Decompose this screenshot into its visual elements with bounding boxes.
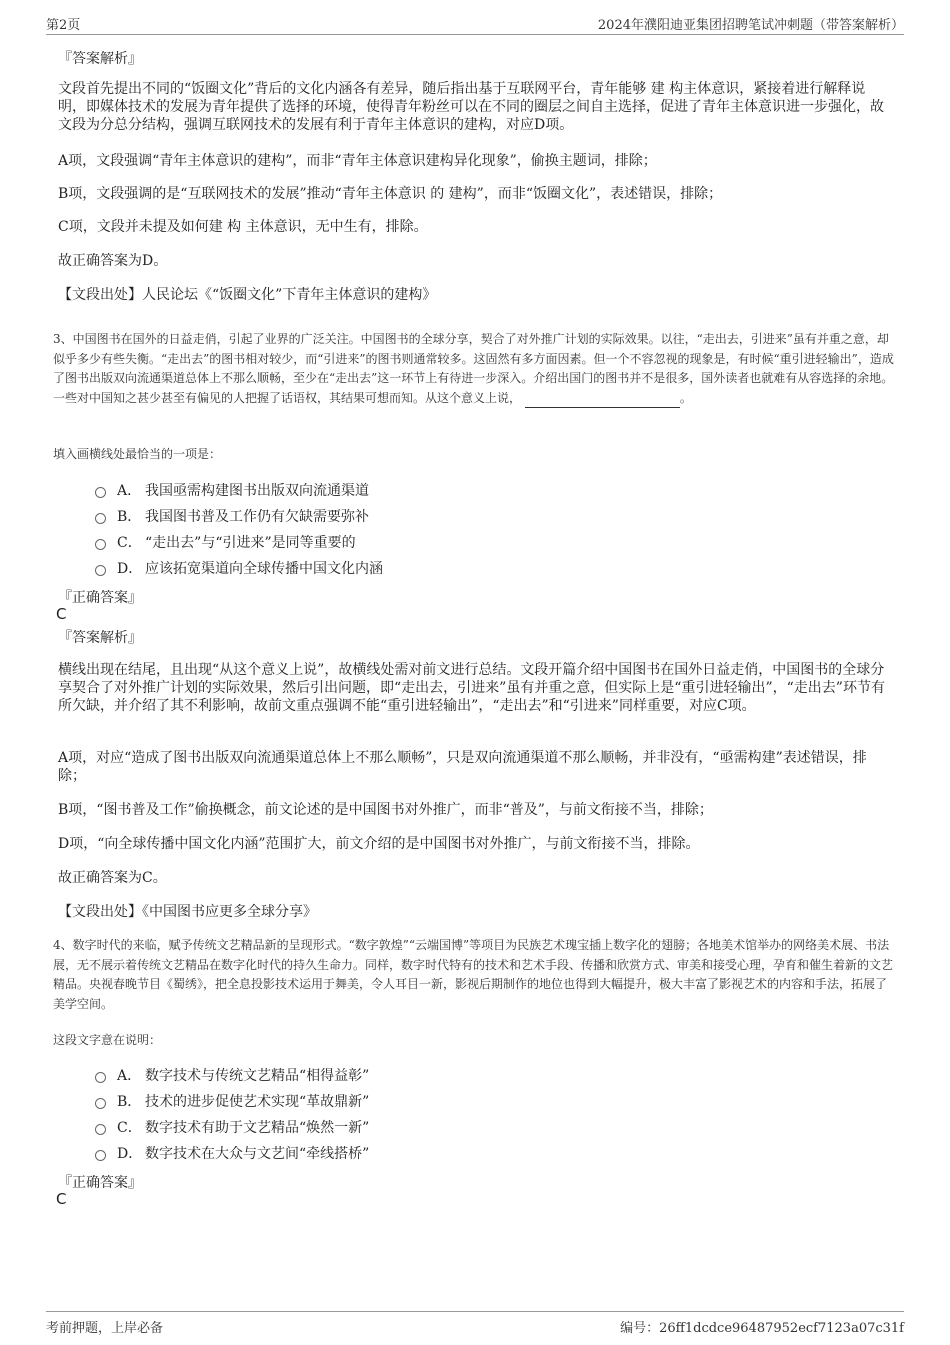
question-4-text: 4、数字时代的来临，赋予传统文艺精品新的呈现形式。“数字敦煌”“云端国博”等项目为民族艺术瑰宝插上数字化的翅膀；各地美术馆举办的网络美术展、书法展，无不展示着传统文艺精品在数字化时代的持久生命力。同样，数字时代特有的技术和艺术手段、传播和欣赏方式、审美和接受心理，孕育和催生着新的文艺精品。央视春晚节目《蜀绣》，把全息投影技术运用于舞美，令人耳目一新，影视后期制作的地位也得到大幅提升，极大丰富了影视艺术的内容和手法，拓展了美学空间。	[53, 938, 894, 1011]
option-d[interactable]	[95, 558, 383, 578]
page-header	[46, 12, 904, 35]
option-c[interactable]	[95, 1117, 369, 1137]
document-id: 编号：26ff1dcdce96487952ecf7123a07c31f	[620, 1321, 904, 1336]
document-title: 2024年濮阳迪亚集团招聘笔试冲刺题（带答案解析）	[597, 18, 904, 33]
option-d-analysis: D项，“向全球传播中国文化内涵”范围扩大，前文介绍的是中国图书对外推广，与前文衔接不当，排除。	[58, 836, 700, 852]
option-letter: B．	[117, 1094, 142, 1110]
question-4-prompt: 这段文字意在说明：	[53, 1033, 162, 1047]
radio-icon[interactable]	[95, 539, 106, 550]
radio-icon[interactable]	[95, 487, 106, 498]
question-3-prompt: 填入画横线处最恰当的一项是：	[53, 447, 222, 461]
answer-label: 『正确答案』	[58, 1175, 142, 1191]
answer-value: C	[56, 605, 67, 623]
radio-icon[interactable]	[95, 1072, 106, 1083]
option-a[interactable]	[95, 480, 369, 500]
option-c[interactable]	[95, 532, 356, 552]
option-text: 应该拓宽渠道向全球传播中国文化内涵	[145, 561, 383, 577]
option-text: 数字技术在大众与文艺间“牵线搭桥”	[145, 1146, 370, 1162]
option-a-analysis: A项，文段强调“青年主体意识的建构”，而非“青年主体意识建构异化现象”，偷换主题词，排除；	[58, 153, 657, 169]
option-letter: A．	[117, 483, 142, 499]
question-3-text	[53, 330, 895, 408]
option-letter: C．	[117, 535, 142, 551]
source: 【文段出处】《中国图书应更多全球分享》	[58, 904, 317, 920]
option-text: 技术的进步促使艺术实现“革故鼎新”	[145, 1094, 370, 1110]
question-text: 3、中国图书在国外的日益走俏，引起了业界的广泛关注。中国图书的全球分享，契合了对外推广计划的实际效果。以往，“走出去，引进来”虽有并重之意，却似乎多少有些失衡。“走出去”的图书相对较少，而“引进来”的图书则通常较多。这固然有多方面因素。但一个不容忽视的现象是，有时候“重引进轻输出”，造成了图书出版双向流通渠道总体上不那么顺畅，至少在“走出去”这一环节上有待进一步深入。介绍出国门的图书并不是很多，国外读者也就难有从容选择的余地。一些对中国知之甚少甚至有偏见的人把握了话语权，其结果可想而知。从这个意义上说，	[53, 332, 894, 405]
conclusion: 故正确答案为D。	[58, 253, 168, 269]
option-a-analysis: A项，对应“造成了图书出版双向流通渠道总体上不那么顺畅”，只是双向流通渠道不那么顺畅，并非没有，“亟需构建”表述错误，排除；	[58, 750, 867, 784]
source: 【文段出处】人民论坛《“饭圈文化”下青年主体意识的建构》	[58, 287, 437, 303]
option-d[interactable]	[95, 1143, 369, 1163]
option-text: 我国图书普及工作仍有欠缺需要弥补	[145, 509, 369, 525]
radio-icon[interactable]	[95, 1124, 106, 1135]
option-text: “走出去”与“引进来”是同等重要的	[145, 535, 356, 551]
answer-value: C	[56, 1190, 67, 1208]
answer-label: 『正确答案』	[58, 590, 142, 606]
option-text: 我国亟需构建图书出版双向流通渠道	[145, 483, 369, 499]
answer-blank	[525, 393, 680, 408]
option-text: 数字技术有助于文艺精品“焕然一新”	[145, 1120, 370, 1136]
page-number: 第2页	[46, 18, 81, 33]
blank-end: 。	[679, 390, 692, 405]
analysis-label: 『答案解析』	[58, 630, 142, 646]
option-a[interactable]	[95, 1065, 369, 1085]
option-letter: B．	[117, 509, 142, 525]
analysis-text: 文段首先提出不同的“饭圈文化”背后的文化内涵各有差异，随后指出基于互联网平台，青年能够 建 构主体意识，紧接着进行解释说明，即媒体技术的发展为青年提供了选择的环境，使得青年粉丝可以在不同的圈层之间自主选择，促进了青年主体意识进一步强化，故文段为分总分结构，强调互联网技术的发展有利于青年主体意识的建构，对应D项。	[58, 81, 884, 133]
radio-icon[interactable]	[95, 513, 106, 524]
analysis-label: 『答案解析』	[58, 51, 142, 67]
page-footer	[46, 1311, 904, 1336]
analysis-text: 横线出现在结尾，且出现“从这个意义上说”，故横线处需对前文进行总结。文段开篇介绍中国图书在国外日益走俏，中国图书的全球分享契合了对外推广计划的实际效果，然后引出问题，即“走出去，引进来”虽有并重之意，但实际上是“重引进轻输出”，“走出去”环节有所欠缺，并介绍了其不利影响，故前文重点强调不能“重引进轻输出”，“走出去”和“引进来”同样重要，对应C项。	[58, 662, 885, 714]
option-b[interactable]	[95, 506, 369, 526]
option-letter: A．	[117, 1068, 142, 1084]
option-b-analysis: B项，“图书普及工作”偷换概念，前文论述的是中国图书对外推广，而非“普及”，与前文衔接不当，排除；	[58, 802, 713, 818]
option-letter: C．	[117, 1120, 142, 1136]
conclusion: 故正确答案为C。	[58, 870, 167, 886]
radio-icon[interactable]	[95, 1150, 106, 1161]
option-text: 数字技术与传统文艺精品“相得益彰”	[145, 1068, 370, 1084]
footer-slogan: 考前押题，上岸必备	[46, 1321, 164, 1336]
option-c-analysis: C项，文段并未提及如何建 构 主体意识，无中生有，排除。	[58, 219, 428, 235]
option-letter: D．	[117, 561, 143, 577]
option-letter: D．	[117, 1146, 143, 1162]
option-b-analysis: B项，文段强调的是“互联网技术的发展”推动“青年主体意识 的 建构”，而非“饭圈文化”，表述错误，排除；	[58, 186, 723, 202]
radio-icon[interactable]	[95, 1098, 106, 1109]
radio-icon[interactable]	[95, 565, 106, 576]
option-b[interactable]	[95, 1091, 369, 1111]
